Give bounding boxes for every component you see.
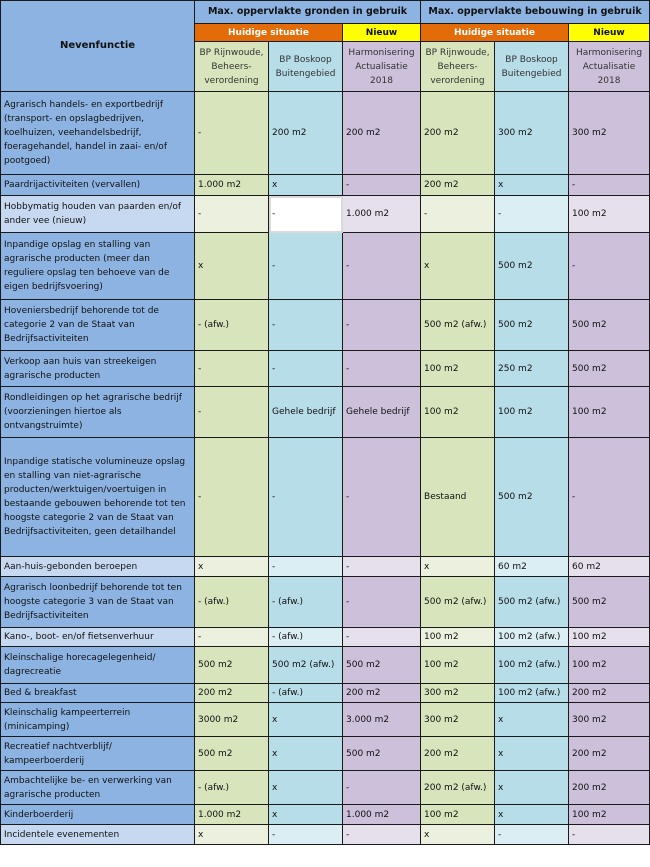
cell-g3[interactable]: - xyxy=(343,628,421,647)
cell-b3[interactable]: 100 m2 xyxy=(569,387,650,438)
cell-g2[interactable]: - xyxy=(269,825,343,845)
table-row xyxy=(1,703,650,737)
row-label-cell[interactable]: Bed & breakfast xyxy=(1,684,195,703)
cell-g2[interactable]: - xyxy=(269,233,343,300)
cell-b3[interactable]: 200 m2 xyxy=(569,771,650,805)
table-row xyxy=(1,387,650,438)
table-row xyxy=(1,175,650,196)
cell-g3[interactable]: - xyxy=(343,233,421,300)
cell-g2[interactable]: x xyxy=(269,805,343,825)
cell-g1[interactable]: - xyxy=(195,387,269,438)
cell-g3[interactable]: - xyxy=(343,771,421,805)
cell-b2[interactable]: x xyxy=(495,175,569,196)
cell-b1[interactable]: 200 m2 xyxy=(421,175,495,196)
cell-b1[interactable]: x xyxy=(421,557,495,577)
row-label-cell[interactable]: Kleinschalig kampeerterrein (minicamping) xyxy=(1,703,195,737)
gronden-harmonisering-header[interactable]: Harmonisering Actualisatie 2018 xyxy=(343,42,421,92)
table-row xyxy=(1,628,650,647)
cell-b3[interactable]: - xyxy=(569,233,650,300)
cell-b1[interactable]: 200 m2 xyxy=(421,92,495,175)
table-row xyxy=(1,577,650,628)
cell-b1[interactable]: - xyxy=(421,196,495,233)
cell-b3[interactable]: 300 m2 xyxy=(569,703,650,737)
cell-g3[interactable]: 500 m2 xyxy=(343,737,421,771)
row-label-cell[interactable]: Recreatief nachtverblijf/ kampeerboerderij xyxy=(1,737,195,771)
cell-g3[interactable]: Gehele bedrijf xyxy=(343,387,421,438)
cell-g1[interactable]: - xyxy=(195,438,269,557)
row-label-cell[interactable]: Hobbymatig houden van paarden en/of ander vee (nieuw) xyxy=(1,196,195,233)
cell-g1[interactable]: - xyxy=(195,92,269,175)
cell-b2[interactable]: 100 m2 (afw.) xyxy=(495,628,569,647)
table-row xyxy=(1,557,650,577)
row-label-cell[interactable]: Ambachtelijke be- en verwerking van agrarische producten xyxy=(1,771,195,805)
cell-g1[interactable]: x xyxy=(195,557,269,577)
table-row xyxy=(1,92,650,175)
cell-b2[interactable]: 100 m2 (afw.) xyxy=(495,647,569,684)
cell-g1[interactable]: - (afw.) xyxy=(195,300,269,351)
cell-g3[interactable]: - xyxy=(343,438,421,557)
cell-g2[interactable]: x xyxy=(269,737,343,771)
table-row xyxy=(1,438,650,557)
table-row xyxy=(1,805,650,825)
cell-b3[interactable]: 100 m2 xyxy=(569,805,650,825)
table-row xyxy=(1,300,650,351)
cell-g3[interactable]: 200 m2 xyxy=(343,92,421,175)
cell-b1[interactable]: 300 m2 xyxy=(421,684,495,703)
cell-b3[interactable]: - xyxy=(569,175,650,196)
cell-g2[interactable]: - xyxy=(269,557,343,577)
gronden-nieuw-header[interactable]: Nieuw xyxy=(343,24,421,42)
cell-b1[interactable]: 500 m2 (afw.) xyxy=(421,300,495,351)
cell-b2[interactable]: 100 m2 (afw.) xyxy=(495,684,569,703)
cell-b1[interactable]: 300 m2 xyxy=(421,703,495,737)
row-label-cell[interactable]: Kano-, boot- en/of fietsenverhuur xyxy=(1,628,195,647)
cell-b1[interactable]: x xyxy=(421,233,495,300)
gronden-huidige-situatie-header[interactable]: Huidige situatie xyxy=(195,24,343,42)
cell-g1[interactable]: 1.000 m2 xyxy=(195,175,269,196)
bebouwing-huidige-situatie-header[interactable]: Huidige situatie xyxy=(421,24,569,42)
table-row xyxy=(1,771,650,805)
cell-g1[interactable]: - xyxy=(195,628,269,647)
cell-b3[interactable]: 100 m2 xyxy=(569,196,650,233)
cell-b3[interactable]: - xyxy=(569,438,650,557)
cell-g1[interactable]: 1.000 m2 xyxy=(195,805,269,825)
cell-b3[interactable]: - xyxy=(569,825,650,845)
cell-b2[interactable]: 500 m2 xyxy=(495,233,569,300)
cell-g2[interactable]: 200 m2 xyxy=(269,92,343,175)
row-label-cell[interactable]: Kleinschalige horecagelegenheid/ dagrecreatie xyxy=(1,647,195,684)
row-label-cell[interactable]: Incidentele evenementen xyxy=(1,825,195,845)
cell-b2[interactable]: 500 m2 xyxy=(495,300,569,351)
table-row xyxy=(1,196,650,233)
cell-b1[interactable]: x xyxy=(421,825,495,845)
cell-b1[interactable]: 100 m2 xyxy=(421,351,495,387)
cell-g1[interactable]: - (afw.) xyxy=(195,771,269,805)
cell-b2[interactable]: 300 m2 xyxy=(495,92,569,175)
cell-b2[interactable]: x xyxy=(495,805,569,825)
table-row xyxy=(1,233,650,300)
cell-g1[interactable]: 3000 m2 xyxy=(195,703,269,737)
cell-g2[interactable]: - xyxy=(269,438,343,557)
cell-b2[interactable]: - xyxy=(495,196,569,233)
cell-g3[interactable]: - xyxy=(343,557,421,577)
cell-g3[interactable]: 200 m2 xyxy=(343,684,421,703)
table-body xyxy=(1,92,650,845)
cell-b3[interactable]: 60 m2 xyxy=(569,557,650,577)
bebouwing-rijnwoude-header[interactable]: BP Rijnwoude, Beheers-verordening xyxy=(421,42,495,92)
cell-g2[interactable]: - xyxy=(269,196,343,233)
cell-g1[interactable]: x xyxy=(195,825,269,845)
cell-g3[interactable]: 1.000 m2 xyxy=(343,196,421,233)
cell-b2[interactable]: 60 m2 xyxy=(495,557,569,577)
cell-b2[interactable]: x xyxy=(495,703,569,737)
table-row xyxy=(1,351,650,387)
cell-b1[interactable]: 100 m2 xyxy=(421,628,495,647)
cell-g2[interactable]: - (afw.) xyxy=(269,577,343,628)
cell-g3[interactable]: 1.000 m2 xyxy=(343,805,421,825)
cell-g2[interactable]: x xyxy=(269,175,343,196)
table-row xyxy=(1,737,650,771)
cell-b1[interactable]: 100 m2 xyxy=(421,805,495,825)
bebouwing-nieuw-header[interactable]: Nieuw xyxy=(569,24,650,42)
cell-g3[interactable]: 500 m2 xyxy=(343,647,421,684)
cell-g2[interactable]: x xyxy=(269,703,343,737)
cell-b3[interactable]: 200 m2 xyxy=(569,737,650,771)
cell-b1[interactable]: 200 m2 (afw.) xyxy=(421,771,495,805)
row-label-cell[interactable]: Agrarisch loonbedrijf behorende tot ten hoogste categorie 3 van de Staat van Bedrijfsactiviteiten xyxy=(1,577,195,628)
table-row xyxy=(1,647,650,684)
cell-b2[interactable]: 500 m2 (afw.) xyxy=(495,577,569,628)
cell-b3[interactable]: 500 m2 xyxy=(569,351,650,387)
cell-b1[interactable]: Bestaand xyxy=(421,438,495,557)
cell-b2[interactable]: 250 m2 xyxy=(495,351,569,387)
cell-g3[interactable]: - xyxy=(343,351,421,387)
cell-g3[interactable]: 3.000 m2 xyxy=(343,703,421,737)
cell-b2[interactable]: 500 m2 xyxy=(495,438,569,557)
cell-g1[interactable]: x xyxy=(195,233,269,300)
cell-g3[interactable]: - xyxy=(343,825,421,845)
table-row xyxy=(1,825,650,845)
bebouwing-harmonisering-header[interactable]: Harmonisering Actualisatie 2018 xyxy=(569,42,650,92)
row-label-cell[interactable]: Verkoop aan huis van streekeigen agrarische producten xyxy=(1,351,195,387)
cell-g2[interactable]: x xyxy=(269,771,343,805)
cell-b1[interactable]: 100 m2 xyxy=(421,647,495,684)
cell-g2[interactable]: - xyxy=(269,300,343,351)
cell-b2[interactable]: x xyxy=(495,771,569,805)
row-label-cell[interactable]: Inpandige statische volumineuze opslag en stalling van niet-agrarische producten/werktuigen/voertuigen in bestaande gebouwen behorende tot ten hoogste categorie 2 van de Staat van Bedrijfsactiviteiten, geen detailhandel xyxy=(1,438,195,557)
cell-g3[interactable]: - xyxy=(343,300,421,351)
cell-g1[interactable]: 200 m2 xyxy=(195,684,269,703)
cell-g1[interactable]: 500 m2 xyxy=(195,737,269,771)
row-label-cell[interactable]: Paardrijactiviteiten (vervallen) xyxy=(1,175,195,196)
cell-g3[interactable]: - xyxy=(343,175,421,196)
cell-b3[interactable]: 300 m2 xyxy=(569,92,650,175)
row-label-cell[interactable]: Agrarisch handels- en exportbedrijf (transport- en opslagbedrijven, koelhuizen, veehandelsbedrijf, foeragehandel, handel in zaai- en/of pootgoed) xyxy=(1,92,195,175)
cell-g3[interactable]: - xyxy=(343,577,421,628)
cell-g1[interactable]: 500 m2 xyxy=(195,647,269,684)
cell-b2[interactable]: x xyxy=(495,737,569,771)
cell-b2[interactable]: 100 m2 xyxy=(495,387,569,438)
row-label-cell[interactable]: Rondleidingen op het agrarische bedrijf (voorzieningen hiertoe als ontvangstruimte) xyxy=(1,387,195,438)
row-label-cell[interactable]: Aan-huis-gebonden beroepen xyxy=(1,557,195,577)
gronden-boskoop-header[interactable]: BP Boskoop Buitengebied xyxy=(269,42,343,92)
cell-g2[interactable]: - (afw.) xyxy=(269,684,343,703)
row-label-cell[interactable]: Inpandige opslag en stalling van agrarische producten (meer dan reguliere opslag ten behoeve van de eigen bedrijfsvoering) xyxy=(1,233,195,300)
cell-b3[interactable]: 500 m2 xyxy=(569,577,650,628)
cell-b3[interactable]: 500 m2 xyxy=(569,300,650,351)
table-row xyxy=(1,684,650,703)
cell-g1[interactable]: - xyxy=(195,196,269,233)
cell-b3[interactable]: 100 m2 xyxy=(569,647,650,684)
row-label-cell[interactable]: Hoveniersbedrijf behorende tot de categorie 2 van de Staat van Bedrijfsactiviteiten xyxy=(1,300,195,351)
bebouwing-boskoop-header[interactable]: BP Boskoop Buitengebied xyxy=(495,42,569,92)
cell-g2[interactable]: Gehele bedrijf xyxy=(269,387,343,438)
nevenfunctie-header[interactable]: Nevenfunctie xyxy=(1,1,195,92)
bebouwing-group-header[interactable]: Max. oppervlakte bebouwing in gebruik xyxy=(421,1,650,24)
cell-b1[interactable]: 500 m2 (afw.) xyxy=(421,577,495,628)
cell-g1[interactable]: - (afw.) xyxy=(195,577,269,628)
row-label-cell[interactable]: Kinderboerderij xyxy=(1,805,195,825)
cell-b2[interactable]: - xyxy=(495,825,569,845)
cell-g1[interactable]: - xyxy=(195,351,269,387)
cell-b1[interactable]: 200 m2 xyxy=(421,737,495,771)
cell-g2[interactable]: 500 m2 (afw.) xyxy=(269,647,343,684)
cell-b3[interactable]: 100 m2 xyxy=(569,628,650,647)
gronden-group-header[interactable]: Max. oppervlakte gronden in gebruik xyxy=(195,1,421,24)
cell-g2[interactable]: - (afw.) xyxy=(269,628,343,647)
cell-g2[interactable]: - xyxy=(269,351,343,387)
cell-b3[interactable]: 200 m2 xyxy=(569,684,650,703)
cell-b1[interactable]: 100 m2 xyxy=(421,387,495,438)
gronden-rijnwoude-header[interactable]: BP Rijnwoude, Beheers-verordening xyxy=(195,42,269,92)
